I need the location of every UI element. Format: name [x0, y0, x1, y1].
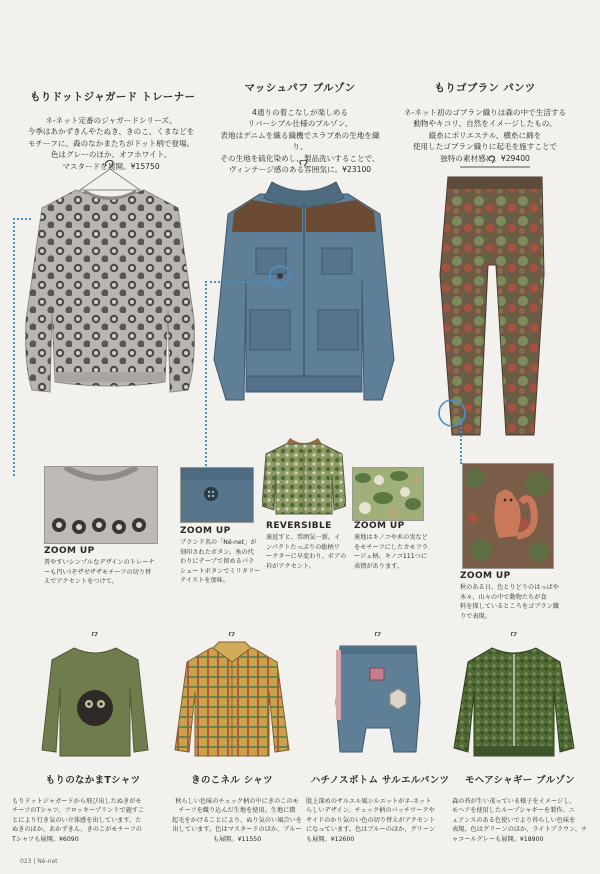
squirrel-zoom-title: ZOOM UP	[460, 571, 511, 581]
reversible-image	[262, 430, 346, 518]
mohair-desc: 森の苔が生い茂っている様子をイメージし、 モヘアを使用したループシャギーを製作。ニ ュアンスのある色使いでより苔らしい色味を 表現。色はグリーンのほか、ライトブラウン、チ ャコールグレーも展開。¥18900	[452, 797, 588, 843]
mohair-price: ¥18900	[519, 835, 544, 843]
footer-brand: Né-net	[37, 858, 58, 865]
shirt-image	[173, 632, 291, 760]
blouson-title: マッシュパフ ブルゾン	[244, 82, 356, 94]
pants-desc: ネ-ネット初のゴブラン織りは森の中で生活する 動物やキコリ、自然をイメージしたもの。 縦糸にポリエステル、横糸に綿を 使用したゴブラン織りに起毛を施すことで 独特の素材感に。¥29400	[403, 107, 567, 163]
connector-line	[13, 218, 31, 220]
sweatshirt-image	[18, 160, 203, 400]
lining-zoom-title: ZOOM UP	[354, 521, 405, 531]
shirt-title: きのこネル シャツ	[191, 775, 273, 786]
sweat-desc: ネ-ネット定番のジャガードシリーズ。 今季はあかずきんやたぬき、きのこ、くまなどを モチーフに、森のなかまたちがドット柄で登場。 色はグレーのほか、オフホワイト、 マスタードを展開。¥15750	[27, 115, 195, 171]
sweat-zoom-title: ZOOM UP	[44, 546, 95, 556]
shirt-desc: 秋らしい色味のチェック柄の中にきのこのモ チーフを織り込んだ生地を使用。生地に微 起毛をかけることにより、ぬり気のい風合いを 出しています。色はマスタードのほか、ブルー も展開。¥11550	[172, 797, 302, 843]
lining-zoom-desc: 裏地はキノコや木の実など をモチーフにしたカモフラ ージュ柄。キノコ111つに 表情があります。	[354, 534, 428, 570]
button-zoom-image	[180, 467, 254, 523]
sarouel-price: ¥12600	[330, 835, 355, 843]
sweat-title: もりドットジャガード トレーナー	[30, 91, 196, 103]
reversible-title: REVERSIBLE	[266, 521, 332, 531]
mohair-image	[452, 632, 576, 760]
pants-image	[430, 155, 560, 440]
sweat-zoom-desc: 普やすいシンプルなデザインのトレーナ ーも円い!ぞザゼザザモチーフの切り替 えでアクセントをつけて。	[44, 559, 155, 586]
blouson-image	[212, 160, 397, 410]
pants-price: ¥29400	[500, 153, 530, 163]
tshirt-image	[40, 632, 150, 760]
squirrel-zoom-desc: 秋のある日、色とりどりのはっぱや 木々、山々の中で動物たちが食 料を探しているところをゴブラン織 りで表現。	[460, 584, 559, 620]
sarouel-desc: 股上深めのサルエル風シルエットがネ-ネット らしいデザイン。チェック柄のパッチワークや サイドのかり気のい色の切り替えがアクセント になっています。色はブルーのほか、グリーン も展開。¥12600	[306, 797, 436, 843]
blouson-desc: 4通りの着こなしが楽しめる リバーシブル仕様のブルゾン。 表地はデニムを織る織機でスラブ糸の生地を織り、 その生地を硫化染めし、製品洗いすることで、 ヴィンテージ感のある雰囲気に。¥23100	[220, 107, 380, 174]
sarouel-title: ハチノスボトム サルエルパンツ	[310, 775, 450, 786]
tshirt-desc: もりドットジャガードから飛び出したぬきがモ チーフのTシャツ。フロッキープリントで施すこ とにより行き気のい立体感を出しています。た ぬきのほか、あかずきん、きのこがモチーフの Tシャツも展開。¥6090	[12, 797, 145, 843]
button-zoom-desc: ブランド名の「Né-net」が 刻印されたボタン。糸の代 わりにテープで留めるパラ シュートボタンでミリタリー テイストを加味。	[180, 539, 261, 585]
squirrel-zoom-image	[462, 463, 554, 569]
lining-zoom-image	[352, 467, 424, 521]
sarouel-image	[330, 632, 426, 760]
tshirt-price: ¥6090	[58, 835, 79, 843]
sweat-zoom-image	[44, 466, 158, 544]
blouson-price: ¥23100	[342, 165, 372, 174]
connector-line	[460, 420, 482, 464]
page-footer: 023 | Né-net	[20, 858, 58, 865]
page-number: 023	[20, 858, 32, 865]
connector-line	[205, 281, 207, 481]
mohair-title: モヘアシャギー ブルゾン	[465, 775, 575, 786]
tshirt-title: もりのなかまTシャツ	[45, 775, 141, 786]
pants-title: もりゴブラン パンツ	[434, 82, 536, 94]
button-zoom-title: ZOOM UP	[180, 526, 231, 536]
sweat-price: ¥15750	[130, 161, 160, 171]
connector-line	[13, 218, 15, 476]
shirt-price: ¥11550	[237, 835, 262, 843]
reversible-desc: 裏返すと、雰囲気一新。イ ンパクトたっぷりの総柄ワ ークターに早変わり。ボアの 衿がアクセント。	[266, 534, 347, 570]
connector-line	[205, 281, 280, 283]
